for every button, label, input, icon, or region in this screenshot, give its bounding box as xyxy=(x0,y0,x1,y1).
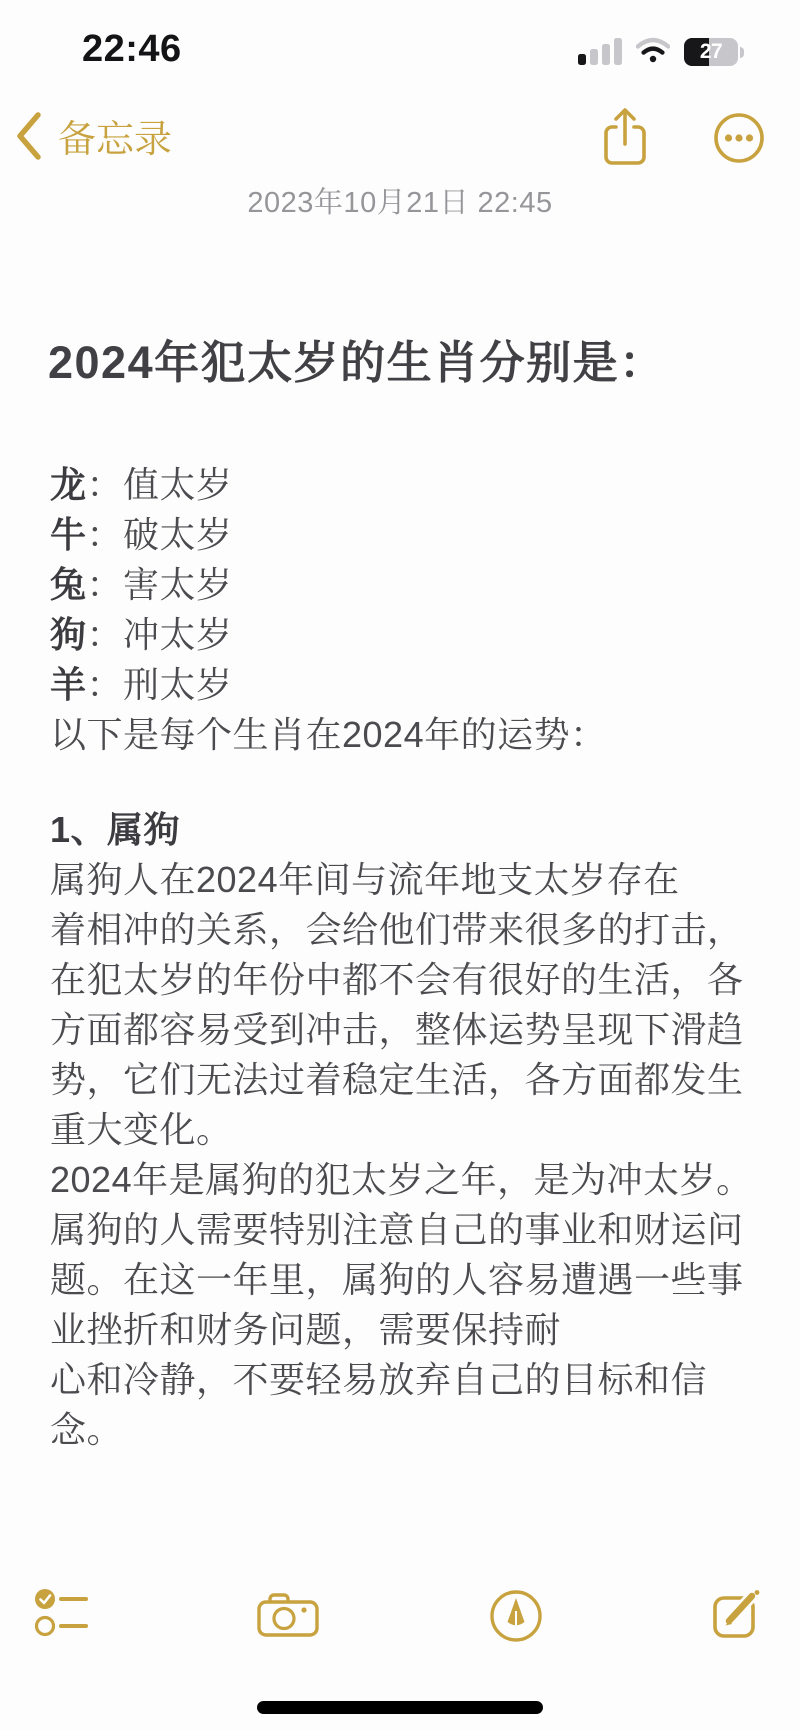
paragraph-line: 势，它们无法过着稳定生活，各方面都发生 xyxy=(50,1059,744,1100)
paragraph-line: 在犯太岁的年份中都不会有很好的生活，各 xyxy=(50,959,744,1000)
zodiac-row: 龙：值太岁 xyxy=(50,464,233,505)
battery-percent: 27 xyxy=(699,40,723,63)
wifi-icon xyxy=(636,37,670,68)
checklist-button[interactable] xyxy=(34,1588,90,1643)
paragraph-line: 心和冷静，不要轻易放弃自己的目标和信 xyxy=(50,1359,708,1400)
note-date: 2023年10月21日 22:45 xyxy=(247,187,553,219)
paragraph-line: 2024年是属狗的犯太岁之年，是为冲太岁。 xyxy=(50,1159,753,1200)
section-heading: 1、属狗 xyxy=(50,809,181,850)
compose-icon xyxy=(712,1627,762,1644)
zodiac-animal: 狗 xyxy=(50,614,87,655)
zodiac-row: 兔：害太岁 xyxy=(50,564,233,605)
status-time: 22:46 xyxy=(82,28,182,70)
paragraph-line: 业挫折和财务问题，需要保持耐 xyxy=(50,1309,562,1350)
zodiac-animal: 兔 xyxy=(50,564,87,605)
paragraph-line: 属狗人在2024年间与流年地支太岁存在 xyxy=(50,859,680,900)
share-button[interactable] xyxy=(601,106,649,171)
share-icon xyxy=(601,153,649,170)
markup-button[interactable] xyxy=(489,1589,543,1648)
zodiac-row: 狗：冲太岁 xyxy=(50,614,233,655)
paragraph-line: 题。在这一年里，属狗的人容易遭遇一些事 xyxy=(50,1259,744,1300)
paragraph-line: 方面都容易受到冲击，整体运势呈现下滑趋 xyxy=(50,1009,744,1050)
zodiac-row: 羊：刑太岁 xyxy=(50,664,233,705)
back-button[interactable] xyxy=(14,108,172,163)
camera-button[interactable] xyxy=(256,1592,320,1643)
camera-icon xyxy=(256,1625,320,1642)
list-footer: 以下是每个生肖在2024年的运势： xyxy=(50,714,607,755)
zodiac-animal: 羊 xyxy=(50,664,87,705)
battery-icon xyxy=(684,38,744,66)
more-options-button[interactable] xyxy=(713,112,765,169)
paragraph-line: 重大变化。 xyxy=(50,1109,233,1150)
paragraph-line: 属狗的人需要特别注意自己的事业和财运问 xyxy=(50,1209,744,1250)
zodiac-section-dog xyxy=(50,805,760,1455)
paragraph-line: 着相冲的关系，会给他们带来很多的打击， xyxy=(50,909,744,950)
zodiac-animal: 牛 xyxy=(50,514,87,555)
paragraph-line: 念。 xyxy=(50,1409,124,1450)
home-indicator[interactable] xyxy=(257,1701,543,1714)
markup-pen-icon xyxy=(489,1630,543,1647)
back-chevron-icon xyxy=(14,110,44,162)
cellular-signal-icon xyxy=(578,36,624,65)
compose-button[interactable] xyxy=(712,1588,762,1645)
zodiac-animal: 龙 xyxy=(50,464,87,505)
zodiac-row: 牛：破太岁 xyxy=(50,514,233,555)
more-ellipsis-icon xyxy=(713,151,765,168)
zodiac-list xyxy=(50,460,607,760)
back-button-label: 备忘录 xyxy=(58,119,173,161)
note-title: 2024年犯太岁的生肖分别是： xyxy=(48,337,666,388)
checklist-icon xyxy=(34,1625,90,1642)
